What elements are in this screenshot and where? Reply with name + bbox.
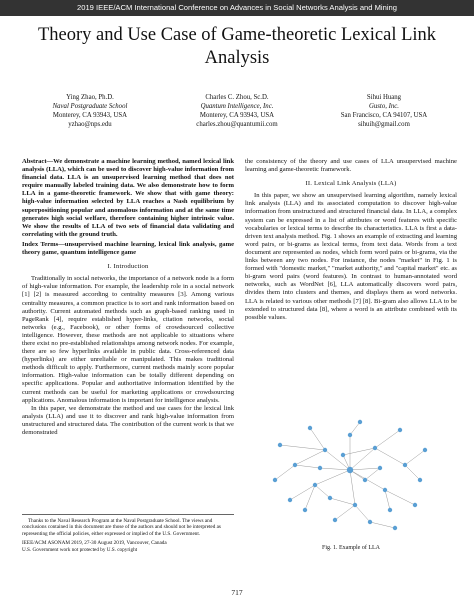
author-1 [30,93,150,129]
network-nodes [273,420,427,530]
author-name: Ying Zhao, Ph.D. [66,94,114,101]
author-name: Sihui Huang [366,94,402,101]
author-address: Monterey, CA 93943, USA [199,112,275,119]
network-edge [275,465,295,480]
network-node [303,508,307,512]
network-edge [343,448,375,455]
section-heading-lla: II. Lexical Link Analysis (LLA) [305,180,397,188]
network-edge [290,485,315,500]
network-node [273,478,277,482]
abstract: Abstract—We demonstrate a machine learning method, named lexical link analysis (LLA), which can be used to discover high-value information from financial data. LLA is an unsupervised learning method that does not require manually labeled training data. We also demonstrate how to form LLA in a game-theoretic framework. We show that with game theory: high-value information selected by LLA reaches a Nash equilibrium by superpositioning popular and anomalous information and at the same time generates high social welfare, therefore containing higher intrinsic value. We show the results of LLA of two sets of financial data validating and correlating with the ground truth. [22,158,234,238]
network-edge [310,428,325,450]
network-edge [320,468,350,470]
network-edge [330,498,355,505]
author-email: yzhao@nps.edu [68,121,112,128]
network-node [393,526,397,530]
network-node [293,463,297,467]
network-edge [375,448,405,465]
intro-paragraph: In this paper, we demonstrate the method and use cases for the lexical link analysis (LLA) and use it to discover and rank high-value information from unstructured and structured data. The contribution of the current work is that we demonstrated [22,404,234,436]
intro-paragraph: Traditionally in social networks, the importance of a network node is a form of high-value information. For example, the leadership role in a social network [1] [2] is measured according to centrality measures [3]. Among various centrality measures, a common practice is to sort and rank information based on authority. Current automated methods such as graph-based ranking used in PageRank [4], require established hyper-links, citation networks, social networks (e.g., Facebook), or other forms of crowdsourced collective intelligence. However, these methods are not applicable to situations where there exist no pre-established relationships among network nodes. For example, there are so few hyperlinks available in public data. Cross-referenced data (hyperlinks) are either unreliable or manipulated. This makes traditional methods difficult to apply. Furthermore, current methods mainly score popular information. High-value information can be totally different depending on specific applications. Popular and authoritative information identified by the current methods can be useful for marketing applications or crowdsourcing applications. Anomalous information is important for intelligence analysis. [22,275,234,404]
network-edges [275,422,425,528]
network-edge [350,470,355,505]
network-edge [370,522,395,528]
author-affiliation: Gusto, Inc. [368,103,399,110]
network-node [373,446,377,450]
network-node [383,488,387,492]
network-node [278,443,282,447]
network-edge [295,450,325,465]
network-node [413,503,417,507]
network-node [368,520,372,524]
network-edge [350,470,385,490]
network-node [288,498,292,502]
network-node [403,463,407,467]
author-block [30,93,444,129]
network-edge [405,450,425,465]
paper-title: Theory and Use Case of Game-theoretic Lexical Link Analysis [37,25,437,68]
page-number: 717 [231,588,243,597]
network-edge [335,505,355,520]
network-edge [375,430,400,448]
author-email: charles.zhou@quantumii.com [196,121,278,128]
network-edge [385,490,415,505]
network-node [313,483,317,487]
network-edge [350,448,375,470]
network-node [423,448,427,452]
network-edge [385,490,390,510]
footnote [22,514,234,553]
network-edge [365,468,380,480]
index-terms: Index Terms—unsupervised machine learning, lexical link analysis, game theory game, quantum intelligence game [22,240,234,257]
network-node [418,478,422,482]
network-node [323,448,327,452]
author-3 [324,93,444,129]
network-node [318,466,322,470]
network-edge [315,470,350,485]
footnote-copyright: U.S. Government work not protected by U.S. copyright [22,546,138,553]
figure-caption: Fig. 1. Example of LLA [322,545,380,551]
network-edge [350,468,380,470]
lla-word-network-figure [255,410,445,540]
network-node [358,420,362,424]
network-node [328,496,332,500]
author-affiliation: Quantum Intelligence, Inc. [200,103,274,110]
right-column [245,158,457,322]
footnote-conference: IEEE/ACM ASONAM 2019, 27-30 August 2019, Vancouver, Canada [22,540,167,547]
author-address: Monterey, CA 93943, USA [52,112,128,119]
author-address: San Francisco, CA 94107, USA [340,112,428,119]
left-column [22,158,234,437]
lla-paragraph: In this paper, we show an unsupervised learning algorithm, namely lexical link analysis (LLA) and its associated computation to discover high-value information from unstructured and structured financial data. In LLA, a complex system can be expressed in a list of attributes or word features with specific vocabularies or lexical terms to describe its characteristics. LLA is first a data-driven text analysis method. Fig. 1 shows an example of extracting and learning word pairs, or bi-grams as lexical terms, from text data. Words from a text document are represented as nodes, which form word pairs or bi-grams, via the links between any two nodes. For instance, the nodes "market" in Fig. 1 is formed with "domestic market," "market authority," and "capital market" etc. as bi-gram word pairs (word features). In contrast to human-annotated word networks, such as WordNet [6], LLA automatically discovers word pairs, divides them into clusters and themes, and displays them as word networks. LLA is related to various other methods [7] [8]. Bi-gram also allows LLA to be extended to structured data [8], where a word is an attribute combined with its possible values. [245,192,457,321]
network-edge [325,450,350,470]
network-edge [280,445,325,450]
network-edge [305,485,315,510]
author-affiliation: Naval Postgraduate School [52,103,128,110]
network-node [348,433,352,437]
section-heading-introduction: I. Introduction [107,263,149,271]
conference-banner: 2019 IEEE/ACM International Conference on Advances in Social Networks Analysis and Mining [0,0,474,16]
right-intro-text: the consistency of the theory and use cases of LLA unsupervised machine learning and game-theoretic framework. [245,158,457,174]
network-edge [405,465,420,480]
network-node [378,466,382,470]
author-name: Charles C. Zhou, Sc.D. [205,94,269,101]
network-edge [315,485,330,498]
author-email: sihuih@gmail.com [358,121,410,128]
network-node [341,453,345,457]
network-node [363,478,367,482]
network-edge [350,422,360,435]
network-node [398,428,402,432]
network-node [388,508,392,512]
network-node [333,518,337,522]
network-edge [355,505,370,522]
network-node [347,467,353,473]
footnote-thanks: Thanks to the Naval Research Program at the Naval Postgraduate School. The views and conclusions contained in this document are those of the authors and should not be interpreted as representing the official policies, either expressed or implied of the U.S. Government. [22,518,221,537]
network-edge [295,465,320,468]
author-2 [177,93,297,129]
network-node [353,503,357,507]
network-node [308,426,312,430]
